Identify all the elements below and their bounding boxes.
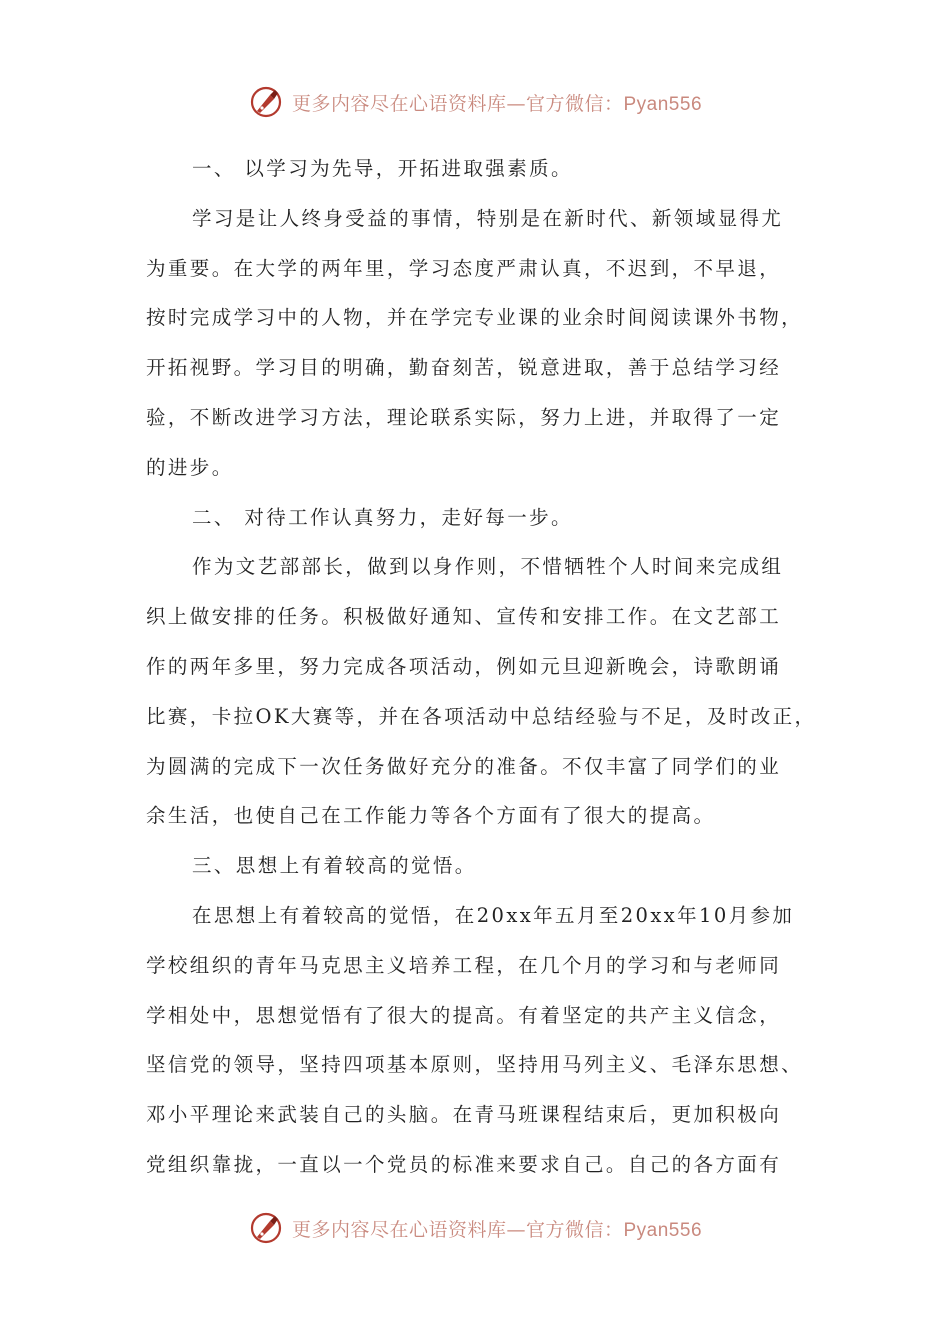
- watermark-brand: 更多内容尽在心语资料库—官方微信：: [291, 92, 624, 115]
- paragraph-line: 为圆满的完成下一次任务做好充分的准备。不仅丰富了同学们的业: [146, 754, 782, 778]
- pen-nib-logo-icon: [248, 1210, 284, 1246]
- paragraph-line: 验，不断改进学习方法，理论联系实际，努力上进，并取得了一定: [146, 405, 782, 429]
- paragraph-line: 的进步。: [146, 455, 234, 479]
- paragraph-line: 党组织靠拢，一直以一个党员的标准来要求自己。自己的各方面有: [146, 1152, 782, 1176]
- paragraph-line: 织上做安排的任务。积极做好通知、宣传和安排工作。在文艺部工: [146, 605, 782, 629]
- document-body: [146, 144, 816, 1190]
- paragraph-line: 学习是让人终身受益的事情，特别是在新时代、新领域显得尤: [192, 206, 784, 230]
- watermark-brand: 更多内容尽在心语资料库—官方微信：: [291, 1218, 624, 1241]
- paragraph-line: 在思想上有着较高的觉悟，在20xx年五月至20xx年10月参加: [192, 903, 795, 927]
- watermark-text: [292, 1215, 702, 1242]
- paragraph-line: 坚信党的领导，坚持四项基本原则，坚持用马列主义、毛泽东思想、: [146, 1053, 804, 1077]
- paragraph-line: 一、 以学习为先导，开拓进取强素质。: [192, 157, 573, 180]
- watermark-wechat-id: Pyan556: [623, 1219, 703, 1241]
- paragraph-line: 比赛，卡拉OK大赛等，并在各项活动中总结经验与不足，及时改正，: [146, 704, 817, 728]
- paragraph-line: 作为文艺部部长，做到以身作则，不惜牺牲个人时间来完成组: [192, 555, 784, 579]
- paragraph-line: 邓小平理论来武装自己的头脑。在青马班课程结束后，更加积极向: [146, 1103, 782, 1127]
- paragraph-line: 学校组织的青年马克思主义培养工程，在几个月的学习和与老师同: [146, 953, 782, 977]
- paragraph-line: 为重要。在大学的两年里，学习态度严肃认真，不迟到，不早退，: [146, 256, 782, 280]
- watermark-banner-top: [0, 82, 950, 122]
- paragraph-line: 余生活，也使自己在工作能力等各个方面有了很大的提高。: [146, 804, 716, 828]
- paragraph-line: 开拓视野。学习目的明确，勤奋刻苦，锐意进取，善于总结学习经: [146, 356, 782, 380]
- paragraph-line: 作的两年多里，努力完成各项活动，例如元旦迎新晚会，诗歌朗诵: [146, 654, 782, 678]
- watermark-wechat-id: Pyan556: [623, 93, 703, 115]
- watermark-banner-bottom: [0, 1208, 950, 1248]
- pen-nib-logo-icon: [248, 84, 284, 120]
- paragraph-line: 二、 对待工作认真努力，走好每一步。: [192, 505, 573, 529]
- paragraph-line: 学相处中，思想觉悟有了很大的提高。有着坚定的共产主义信念，: [146, 1003, 782, 1027]
- watermark-text: [292, 89, 702, 116]
- paragraph-line: 三、思想上有着较高的觉悟。: [192, 854, 477, 878]
- paragraph-line: 按时完成学习中的人物，并在学完专业课的业余时间阅读课外书物，: [146, 306, 804, 330]
